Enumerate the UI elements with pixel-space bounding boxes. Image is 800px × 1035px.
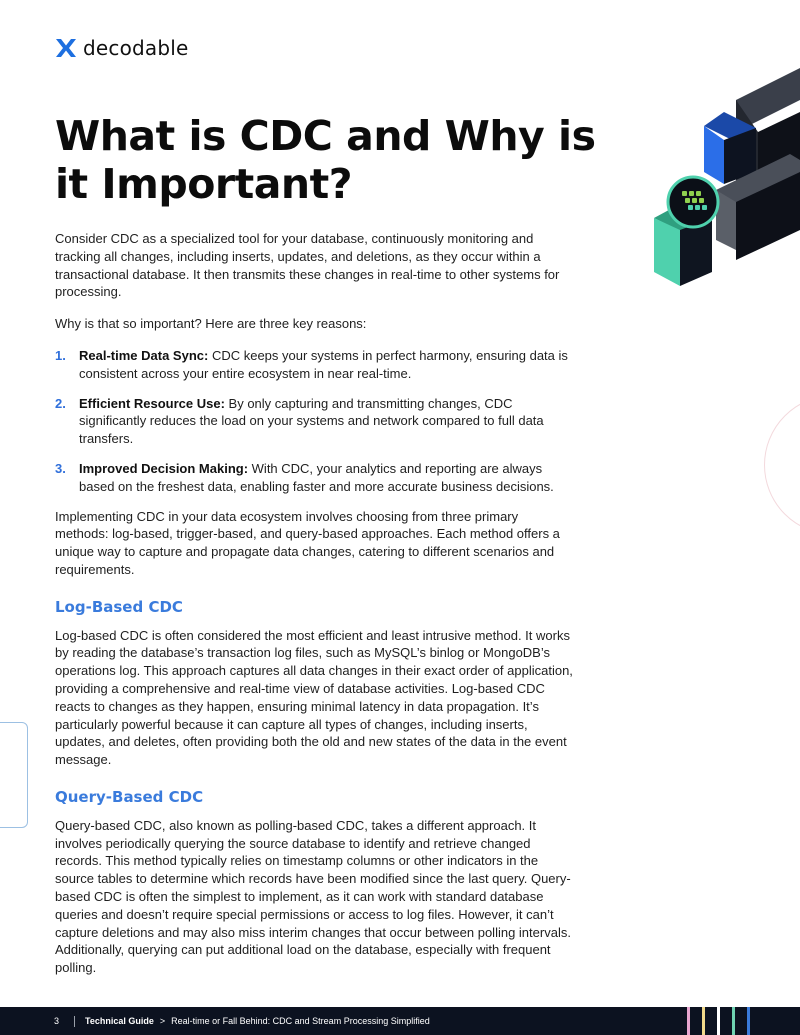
reason-number: 1.: [55, 347, 66, 363]
implementing-paragraph: Implementing CDC in your data ecosystem involves choosing from three primary methods: log-based, trigger-based, and query-based approaches. Each method offers a unique way to capture and propagate data changes, catering to different scenarios and requirements.: [55, 508, 560, 577]
query-based-heading: Query-Based CDC: [55, 787, 204, 806]
reasons-list: [55, 347, 575, 496]
page-number: 3: [54, 1016, 60, 1026]
reason-text: With CDC, your analytics and reporting are always based on the freshest data, enabling faster and more accurate business decisions.: [79, 460, 554, 494]
reason-item: [55, 460, 575, 496]
footer-stripe: [717, 1007, 720, 1035]
isometric-blocks-illustration: [620, 60, 800, 300]
footer-stripe: [702, 1007, 705, 1035]
footer-color-stripes: [687, 1007, 750, 1035]
reason-item: [55, 347, 575, 383]
log-based-heading: Log-Based CDC: [55, 597, 183, 616]
reason-term: Efficient Resource Use:: [79, 395, 225, 411]
reason-item: [55, 395, 575, 448]
why-paragraph: Why is that so important? Here are three key reasons:: [55, 316, 367, 332]
footer-breadcrumb-arrow: >: [159, 1016, 166, 1026]
main-content: [55, 230, 575, 977]
reason-text: CDC keeps your systems in perfect harmony, ensuring data is consistent across your entire ecosystem in near real-time.: [79, 347, 568, 381]
footer-subtitle: Real-time or Fall Behind: CDC and Stream Processing Simplified: [171, 1016, 430, 1026]
footer-stripe: [687, 1007, 690, 1035]
reason-number: 3.: [55, 460, 66, 476]
decodable-logo-icon: [55, 37, 77, 59]
brand-name: decodable: [83, 36, 189, 60]
reason-term: Improved Decision Making:: [79, 460, 249, 476]
decorative-outline-box: [0, 722, 28, 828]
page-footer: [0, 1007, 800, 1035]
footer-guide-label: Technical Guide: [85, 1016, 154, 1026]
intro-paragraph: Consider CDC as a specialized tool for your database, continuously monitoring and tracking all changes, including inserts, updates, and deletions, as they occur within a transactional database. It then transmits these changes in real-time to other systems for processing.: [55, 231, 560, 300]
reason-number: 2.: [55, 395, 66, 411]
footer-stripe: [732, 1007, 735, 1035]
reason-text: By only capturing and transmitting changes, CDC significantly reduces the load on your systems and network compared to full data transfers.: [79, 395, 544, 447]
page-title: What is CDC and Why is it Important?: [55, 112, 596, 208]
brand-logo: [55, 36, 189, 60]
decorative-circle: [764, 395, 800, 535]
query-based-paragraph: Query-based CDC, also known as polling-based CDC, takes a different approach. It involves periodically querying the source database to identify and retrieve changed records. This method typically relies on timestamp columns or other indicators in the source tables to determine which records have been modified since the last query. Query-based CDC is often the simplest to implement, as it can work with standard database queries and doesn’t require special permissions or access to log files. However, it can’t capture deletions and may also miss interim changes that occur between polling intervals. Additionally, querying can put additional load on the database, especially with frequent polling.: [55, 817, 571, 976]
reason-term: Real-time Data Sync:: [79, 347, 209, 363]
footer-stripe: [747, 1007, 750, 1035]
footer-divider: [74, 1016, 75, 1027]
log-based-paragraph: Log-based CDC is often considered the most efficient and least intrusive method. It works by reading the database’s transaction log files, such as MySQL’s binlog or MongoDB’s operations log. This approach captures all data changes in their exact order of application, providing a comprehensive and real-time view of database activities. Log-based CDC reacts to changes as they happen, ensuring minimal latency in data propagation. It’s particularly powerful because it can capture all types of changes, including inserts, updates, and deletes, often providing both the old and new states of the data in the event message.: [55, 627, 573, 768]
